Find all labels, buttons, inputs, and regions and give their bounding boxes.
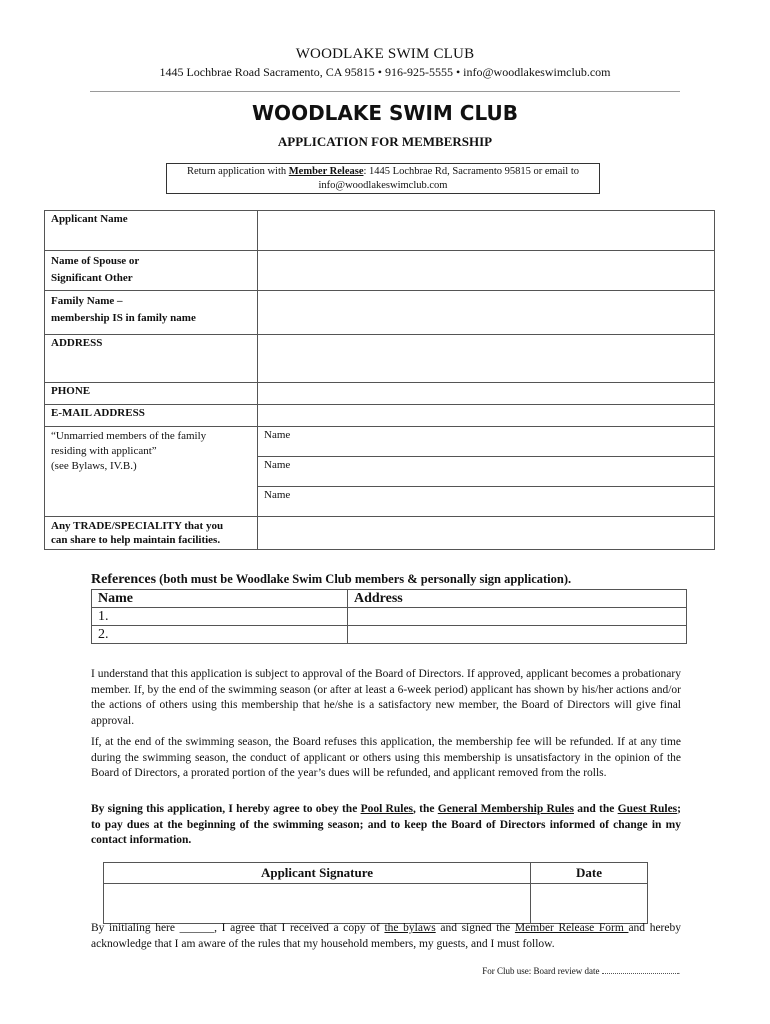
signature-field[interactable] — [104, 884, 531, 924]
family-member-name-field-3[interactable] — [258, 487, 715, 517]
return-suffix: : 1445 Lochbrae Rd, Sacramento 95815 or email to — [363, 166, 579, 177]
table-row — [45, 383, 715, 405]
address-label — [45, 335, 258, 383]
address-field[interactable] — [258, 335, 715, 383]
table-row — [92, 626, 687, 644]
member-release-form-link[interactable]: Member Release Form — [514, 922, 629, 934]
agreement-paragraph — [91, 802, 681, 849]
page-title: WOODLAKE SWIM CLUB — [252, 101, 518, 125]
return-email: info@woodlakeswimclub.com — [318, 180, 448, 191]
name-label-2: Name — [264, 459, 291, 471]
table-row — [45, 405, 715, 427]
ref-name-field-2[interactable]: 2. — [92, 626, 348, 644]
bylaws-link[interactable]: the bylaws — [384, 922, 436, 934]
table-row — [104, 863, 648, 884]
phone-text: PHONE — [51, 385, 91, 397]
table-row — [45, 251, 715, 291]
initial-text-b: and signed the — [435, 922, 515, 934]
ref-col-address: Address — [348, 590, 687, 608]
footer-end: . — [677, 966, 680, 976]
footer-text: For Club use: Board review date — [482, 966, 602, 976]
table-row — [45, 291, 715, 335]
phone-field[interactable] — [258, 383, 715, 405]
ref-col-name: Name — [92, 590, 348, 608]
table-row — [92, 608, 687, 626]
club-contact-line: 1445 Lochbrae Road Sacramento, CA 95815 • 916-925-5555 • info@woodlakeswimclub.com — [159, 65, 611, 79]
return-instructions-box — [166, 163, 600, 194]
initial-text-c: and hereby acknowledge that I am aware of the rules that my household members, my guests, and I must follow. — [91, 922, 681, 950]
phone-label — [45, 383, 258, 405]
family-member-name-field-2[interactable] — [258, 457, 715, 487]
name-label-1: Name — [264, 429, 291, 441]
club-name-header: WOODLAKE SWIM CLUB — [295, 46, 475, 62]
spouse-name-field[interactable] — [258, 251, 715, 291]
references-title: References — [91, 572, 157, 587]
name-label-3: Name — [264, 489, 291, 501]
applicant-name-text: Applicant Name — [51, 213, 128, 225]
email-text: E-MAIL ADDRESS — [51, 407, 145, 419]
spouse-label-line1: Name of Spouse or — [51, 255, 140, 267]
table-row — [45, 335, 715, 383]
initial-paragraph — [91, 921, 681, 952]
general-rules-link[interactable]: General Membership Rules — [437, 803, 574, 815]
applicant-name-field[interactable] — [258, 211, 715, 251]
unmarried-line1: “Unmarried members of the family — [51, 430, 207, 442]
references-heading — [91, 572, 571, 588]
initial-text-a: By initialing here ______, I agree that I received a copy of — [91, 922, 385, 934]
unmarried-members-label — [45, 427, 258, 517]
unmarried-line3: (see Bylaws, IV.B.) — [51, 460, 137, 472]
table-row — [45, 517, 715, 550]
spouse-label-line2: Significant Other — [51, 272, 133, 284]
ref-name-field-1[interactable]: 1. — [92, 608, 348, 626]
pool-rules-link[interactable]: Pool Rules — [360, 803, 414, 815]
references-note: (both must be Woodlake Swim Club members & personally sign application). — [156, 572, 572, 586]
agreement-text-a: By signing this application, I hereby agree to obey the — [91, 803, 361, 815]
email-field[interactable] — [258, 405, 715, 427]
guest-rules-link[interactable]: Guest Rules — [617, 803, 678, 815]
trade-line2: can share to help maintain facilities. — [51, 534, 221, 546]
agreement-text-d: ; to pay dues at the beginning of the swimming season; and to keep the Board of Directors informed of change in my contact information. — [91, 803, 681, 846]
family-name-field[interactable] — [258, 291, 715, 335]
return-prefix: Return application with — [186, 166, 289, 177]
board-review-date-line[interactable] — [602, 973, 678, 974]
table-row — [45, 427, 715, 457]
applicant-form-table — [44, 210, 715, 550]
family-label-line2: membership IS in family name — [51, 312, 196, 324]
address-text: ADDRESS — [51, 337, 103, 349]
family-name-label — [45, 291, 258, 335]
signature-header: Applicant Signature — [104, 863, 531, 884]
refund-paragraph: If, at the end of the swimming season, the Board refuses this application, the membership fee will be refunded. If at any time during the swimming season, the conduct of applicant or others using this membership is unsatisfactory in the opinion of the Board of Directors, a prorated portion of the year’s dues will be refunded, and applicant removed from the rolls. — [91, 736, 681, 779]
club-use-footer — [482, 966, 680, 976]
references-table — [91, 589, 687, 644]
agreement-text-c: and the — [573, 803, 618, 815]
applicant-name-label — [45, 211, 258, 251]
date-header: Date — [531, 863, 648, 884]
page-subtitle: APPLICATION FOR MEMBERSHIP — [277, 134, 493, 149]
approval-paragraph: I understand that this application is subject to approval of the Board of Directors. If approved, applicant becomes a probationary member. If, by the end of the swimming season (or after at least a 6-week period) applicant has shown by his/her actions and/or the actions of others using this membership that he/she is a satisfactory new member, the Board of Directors will give final approval. — [91, 668, 681, 727]
unmarried-line2: residing with applicant” — [51, 445, 157, 457]
email-label — [45, 405, 258, 427]
header-divider — [90, 91, 680, 92]
family-label-line1: Family Name – — [51, 295, 123, 307]
table-row — [92, 590, 687, 608]
member-release-link[interactable]: Member Release — [288, 166, 364, 177]
agreement-text-b: , the — [413, 803, 438, 815]
date-field[interactable] — [531, 884, 648, 924]
trade-label — [45, 517, 258, 550]
spouse-label — [45, 251, 258, 291]
table-row — [45, 211, 715, 251]
ref-address-field-2[interactable] — [348, 626, 687, 644]
family-member-name-field-1[interactable] — [258, 427, 715, 457]
signature-table — [103, 862, 648, 924]
trade-field[interactable] — [258, 517, 715, 550]
trade-line1: Any TRADE/SPECIALITY that you — [51, 520, 224, 532]
ref-address-field-1[interactable] — [348, 608, 687, 626]
table-row — [104, 884, 648, 924]
